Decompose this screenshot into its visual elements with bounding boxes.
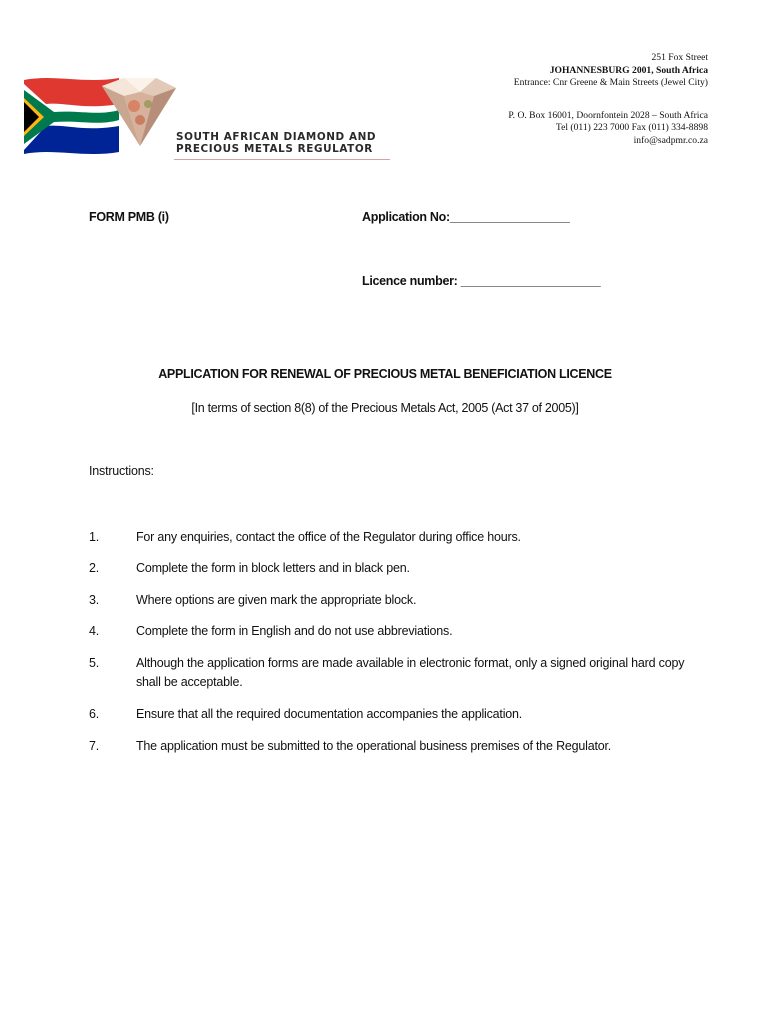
list-item-number: 1. bbox=[89, 530, 100, 544]
list-item-number: 6. bbox=[89, 707, 100, 721]
form-id: FORM PMB (i) bbox=[89, 210, 169, 224]
list-item-number: 4. bbox=[89, 624, 100, 638]
organisation-name bbox=[176, 131, 376, 155]
list-item-number: 3. bbox=[89, 593, 100, 607]
application-number-field[interactable]: Application No:__________________ bbox=[362, 210, 570, 224]
instructions-heading: Instructions: bbox=[89, 464, 154, 478]
address-entrance: Entrance: Cnr Greene & Main Streets (Jewel City) bbox=[513, 77, 708, 88]
organisation-name-line1: SOUTH AFRICAN DIAMOND AND bbox=[176, 131, 377, 143]
list-item-text: For any enquiries, contact the office of the Regulator during office hours. bbox=[136, 530, 521, 544]
logo-underline bbox=[174, 159, 390, 160]
address-city: JOHANNESBURG 2001, South Africa bbox=[549, 64, 708, 76]
regulator-logo bbox=[24, 74, 392, 162]
licence-number-field[interactable]: Licence number: _____________________ bbox=[362, 274, 601, 288]
list-item-number: 2. bbox=[89, 561, 100, 575]
address-tel-fax: Tel (011) 223 7000 Fax (011) 334-8898 bbox=[555, 122, 708, 133]
list-item-text: Complete the form in English and do not use abbreviations. bbox=[136, 624, 453, 638]
list-item-text: Although the application forms are made available in electronic format, only a signed original hard copy shall be acceptable. bbox=[136, 656, 685, 689]
list-item-number: 5. bbox=[89, 656, 100, 670]
address-email: info@sadpmr.co.za bbox=[633, 134, 708, 146]
list-item-text: Ensure that all the required documentation accompanies the application. bbox=[136, 707, 523, 721]
page-subtitle: [In terms of section 8(8) of the Precious Metals Act, 2005 (Act 37 of 2005)] bbox=[191, 401, 579, 415]
address-block bbox=[508, 52, 708, 147]
address-po-box: P. O. Box 16001, Doornfontein 2028 – South Africa bbox=[508, 109, 708, 121]
organisation-name-line2: PRECIOUS METALS REGULATOR bbox=[176, 143, 373, 155]
list-item-text: Complete the form in block letters and in black pen. bbox=[136, 561, 410, 575]
list-item-text: Where options are given mark the appropriate block. bbox=[136, 593, 417, 607]
list-item-text: The application must be submitted to the operational business premises of the Regulator. bbox=[136, 739, 612, 753]
list-item-number: 7. bbox=[89, 739, 100, 753]
page-title: APPLICATION FOR RENEWAL OF PRECIOUS METAL BENEFICIATION LICENCE bbox=[158, 367, 612, 381]
address-street: 251 Fox Street bbox=[651, 52, 708, 63]
